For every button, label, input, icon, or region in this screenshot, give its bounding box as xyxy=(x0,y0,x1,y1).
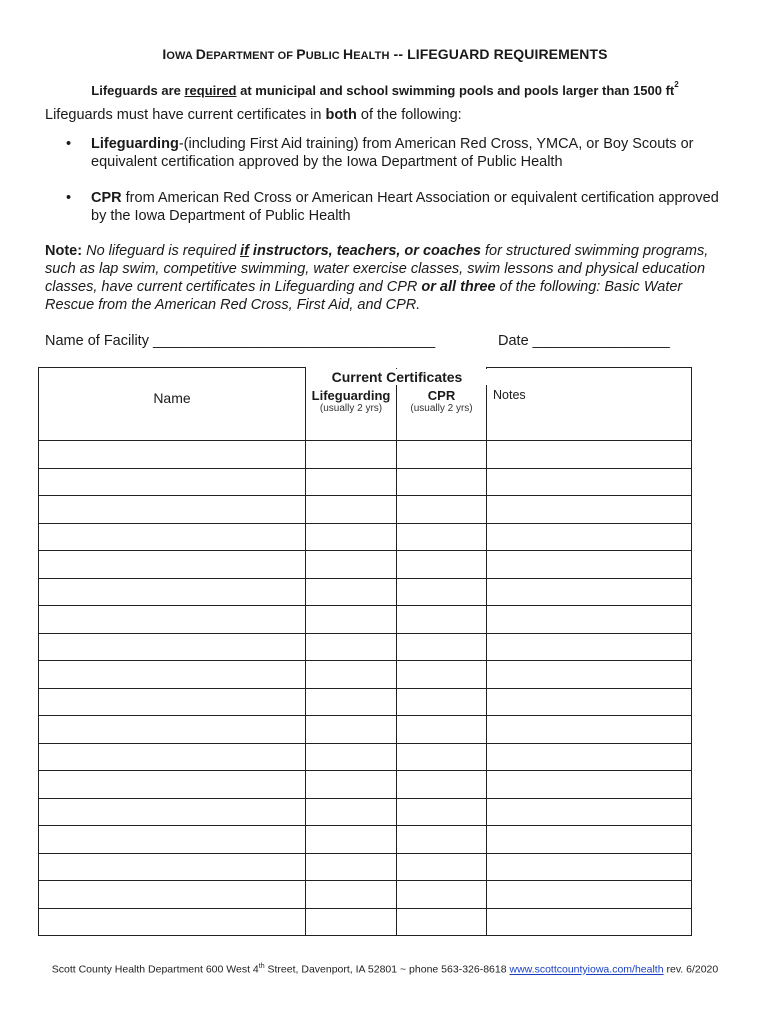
name-cell[interactable] xyxy=(39,468,306,496)
name-column-header: Name xyxy=(39,368,306,441)
name-cell[interactable] xyxy=(39,881,306,909)
cpr-cell[interactable] xyxy=(397,853,487,881)
table-row xyxy=(39,496,692,524)
cpr-cell[interactable] xyxy=(397,881,487,909)
table-row xyxy=(39,908,692,936)
notes-cell[interactable] xyxy=(487,578,692,606)
name-cell[interactable] xyxy=(39,716,306,744)
lifeguarding-cell[interactable] xyxy=(306,578,397,606)
table-row xyxy=(39,661,692,689)
name-cell[interactable] xyxy=(39,578,306,606)
lifeguarding-cell[interactable] xyxy=(306,743,397,771)
table-row xyxy=(39,853,692,881)
table-row xyxy=(39,441,692,469)
lifeguarding-cell[interactable] xyxy=(306,798,397,826)
name-cell[interactable] xyxy=(39,908,306,936)
table-row xyxy=(39,633,692,661)
table-row xyxy=(39,771,692,799)
notes-column-header: Notes xyxy=(487,368,692,441)
table-row xyxy=(39,578,692,606)
lifeguarding-cell[interactable] xyxy=(306,523,397,551)
lifeguarding-cell[interactable] xyxy=(306,551,397,579)
cpr-cell[interactable] xyxy=(397,551,487,579)
cpr-cell[interactable] xyxy=(397,496,487,524)
name-cell[interactable] xyxy=(39,798,306,826)
table-row xyxy=(39,716,692,744)
lifeguarding-cell[interactable] xyxy=(306,688,397,716)
notes-cell[interactable] xyxy=(487,743,692,771)
cpr-cell[interactable] xyxy=(397,908,487,936)
table-row xyxy=(39,798,692,826)
footer: Scott County Health Department 600 West 4th Street, Davenport, IA 52801 ~ phone 563-326-8618 www.scottcountyiowa.com/health rev. 6/2020 xyxy=(51,963,719,976)
cpr-cell[interactable] xyxy=(397,826,487,854)
table-row xyxy=(39,826,692,854)
cpr-cell[interactable] xyxy=(397,468,487,496)
table-row xyxy=(39,606,692,634)
cpr-cell[interactable] xyxy=(397,606,487,634)
note-paragraph: Note: No lifeguard is required if instructors, teachers, or coaches for structured swimming programs, such as lap swim, competitive swimming, water exercise classes, swim lessons and physical education classes, have current certificates in Lifeguarding and CPR or all three of the following: Basic Water Rescue from the American Red Cross, First Aid, and CPR. xyxy=(45,243,709,313)
lifeguarding-cell[interactable] xyxy=(306,496,397,524)
lifeguarding-cell[interactable] xyxy=(306,853,397,881)
lifeguarding-cell[interactable] xyxy=(306,633,397,661)
notes-cell[interactable] xyxy=(487,661,692,689)
notes-cell[interactable] xyxy=(487,606,692,634)
cpr-cell[interactable] xyxy=(397,743,487,771)
lifeguarding-column-header: Current Certificates Lifeguarding (usually 2 yrs) xyxy=(306,368,397,441)
name-cell[interactable] xyxy=(39,551,306,579)
cpr-cell[interactable] xyxy=(397,798,487,826)
lifeguarding-cell[interactable] xyxy=(306,771,397,799)
notes-cell[interactable] xyxy=(487,826,692,854)
cpr-cell[interactable] xyxy=(397,523,487,551)
bullet-icon: • xyxy=(66,190,72,206)
lifeguarding-cell[interactable] xyxy=(306,826,397,854)
page-title: IOWA DEPARTMENT OF PUBLIC HEALTH -- LIFEGUARD REQUIREMENTS xyxy=(162,46,608,62)
name-cell[interactable] xyxy=(39,853,306,881)
facility-name-field[interactable]: Name of Facility ___________________________________ xyxy=(45,333,436,349)
table-row xyxy=(39,743,692,771)
lifeguarding-cell[interactable] xyxy=(306,441,397,469)
notes-cell[interactable] xyxy=(487,908,692,936)
table-row xyxy=(39,688,692,716)
notes-cell[interactable] xyxy=(487,853,692,881)
notes-cell[interactable] xyxy=(487,496,692,524)
lifeguard-roster-table xyxy=(38,367,692,936)
bullet-icon: • xyxy=(66,136,72,152)
lifeguarding-cell[interactable] xyxy=(306,716,397,744)
table-row xyxy=(39,881,692,909)
cpr-cell[interactable] xyxy=(397,633,487,661)
intro-text: Lifeguards must have current certificates in both of the following: xyxy=(45,107,462,123)
cpr-column-header: CPR (usually 2 yrs) xyxy=(397,368,487,441)
table-row xyxy=(39,523,692,551)
lifeguarding-cell[interactable] xyxy=(306,468,397,496)
name-cell[interactable] xyxy=(39,771,306,799)
cpr-cell[interactable] xyxy=(397,771,487,799)
notes-cell[interactable] xyxy=(487,798,692,826)
table-row xyxy=(39,551,692,579)
table-header-row xyxy=(39,368,692,441)
name-cell[interactable] xyxy=(39,496,306,524)
name-cell[interactable] xyxy=(39,743,306,771)
notes-cell[interactable] xyxy=(487,523,692,551)
notes-cell[interactable] xyxy=(487,441,692,469)
cpr-cell[interactable] xyxy=(397,716,487,744)
notes-cell[interactable] xyxy=(487,716,692,744)
website-link[interactable]: www.scottcountyiowa.com/health xyxy=(509,963,664,976)
notes-cell[interactable] xyxy=(487,633,692,661)
current-certificates-header: Current Certificates xyxy=(306,369,488,385)
name-cell[interactable] xyxy=(39,688,306,716)
lifeguarding-cell[interactable] xyxy=(306,908,397,936)
date-field[interactable]: Date _________________ xyxy=(498,333,670,349)
notes-cell[interactable] xyxy=(487,771,692,799)
notes-cell[interactable] xyxy=(487,688,692,716)
notes-cell[interactable] xyxy=(487,881,692,909)
name-cell[interactable] xyxy=(39,661,306,689)
name-cell[interactable] xyxy=(39,441,306,469)
name-cell[interactable] xyxy=(39,633,306,661)
requirement-subtitle: Lifeguards are required at municipal and school swimming pools and pools larger than 1500 $ft^2$ xyxy=(91,80,679,98)
cpr-cell[interactable] xyxy=(397,578,487,606)
cpr-cell[interactable] xyxy=(397,688,487,716)
name-cell[interactable] xyxy=(39,826,306,854)
notes-cell[interactable] xyxy=(487,468,692,496)
cpr-cell[interactable] xyxy=(397,441,487,469)
table-row xyxy=(39,468,692,496)
lifeguarding-cell[interactable] xyxy=(306,661,397,689)
name-cell[interactable] xyxy=(39,523,306,551)
notes-cell[interactable] xyxy=(487,551,692,579)
lifeguarding-cell[interactable] xyxy=(306,881,397,909)
lifeguarding-cell[interactable] xyxy=(306,606,397,634)
cpr-cell[interactable] xyxy=(397,661,487,689)
name-cell[interactable] xyxy=(39,606,306,634)
